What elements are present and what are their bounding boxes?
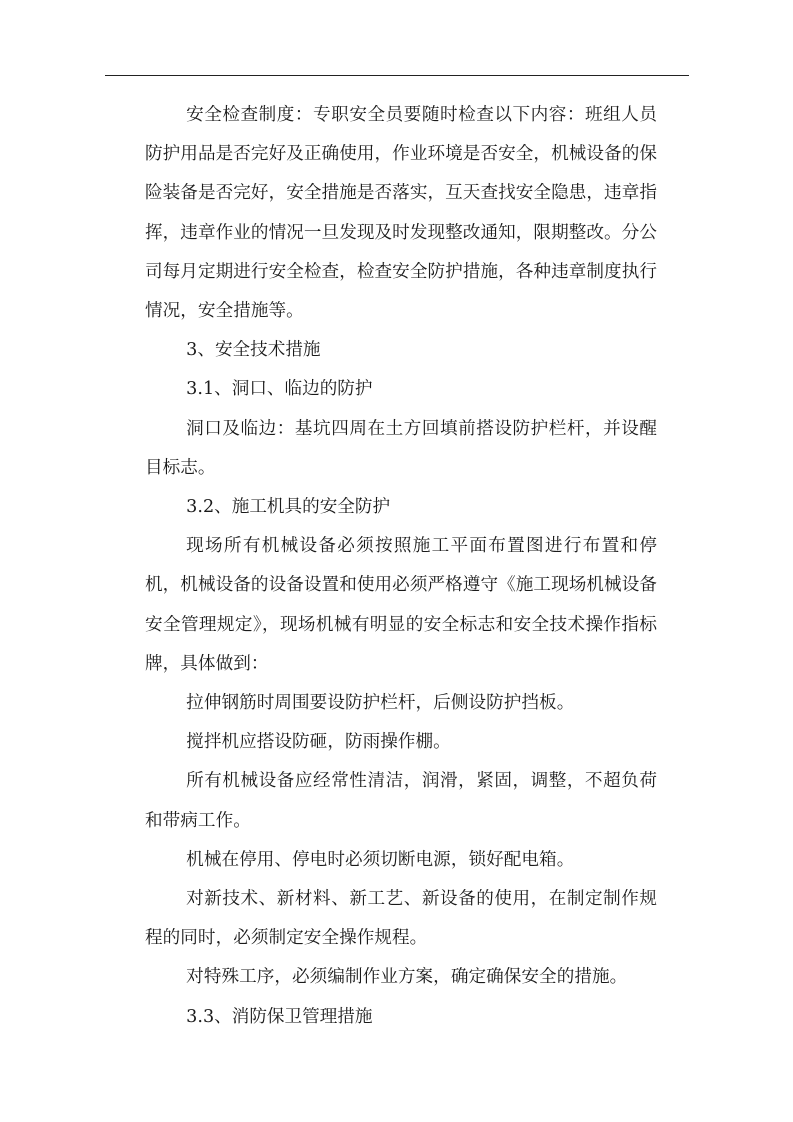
header-rule [105,75,689,76]
document-body [145,96,657,1037]
paragraph-safety-inspection-system: 安全检查制度：专职安全员要随时检查以下内容：班组人员防护用品是否完好及正确使用，作业环境是否安全，机械设备的保险装备是否完好，安全措施是否落实，互天查找安全隐患，违章指挥，违章作业的情况一旦发现及时发现整改通知，限期整改。分公司每月定期进行安全检查，检查安全防护措施，各种违章制度执行情况，安全措施等。 [145,105,657,322]
subsection-heading-openings-edges-protection: 3.1、洞口、临边的防护 [186,379,373,400]
subsection-heading-machinery-safety: 3.2、施工机具的安全防护 [186,497,391,518]
paragraph-new-technology: 对新技术、新材料、新工艺、新设备的使用，在制定制作规程的同时，必须制定安全操作规程。 [145,889,657,949]
paragraph-machinery-layout: 现场所有机械设备必须按照施工平面布置图进行布置和停机，机械设备的设备设置和使用必须严格遵守《施工现场机械设备安全管理规定》，现场机械有明显的安全标志和安全技术操作指标牌，具体做到： [145,536,657,674]
subsection-heading-fire-security: 3.3、消防保卫管理措施 [186,1006,373,1027]
paragraph-rebar-stretching: 拉伸钢筋时周围要设防护栏杆，后侧设防护挡板。 [186,693,575,714]
paragraph-mixer-shed: 搅拌机应搭设防砸，防雨操作棚。 [186,732,451,753]
section-heading-safety-technical-measures: 3、安全技术措施 [186,340,321,361]
paragraph-power-off: 机械在停用、停电时必须切断电源，锁好配电箱。 [186,849,575,870]
paragraph-openings-and-edges: 洞口及临边：基坑四周在土方回填前搭设防护栏杆，并设醒目标志。 [145,418,657,478]
paragraph-special-processes: 对特殊工序，必须编制作业方案，确定确保安全的措施。 [186,967,628,988]
paragraph-machine-maintenance: 所有机械设备应经常性清洁，润滑，紧固，调整，不超负荷和带病工作。 [145,771,657,831]
